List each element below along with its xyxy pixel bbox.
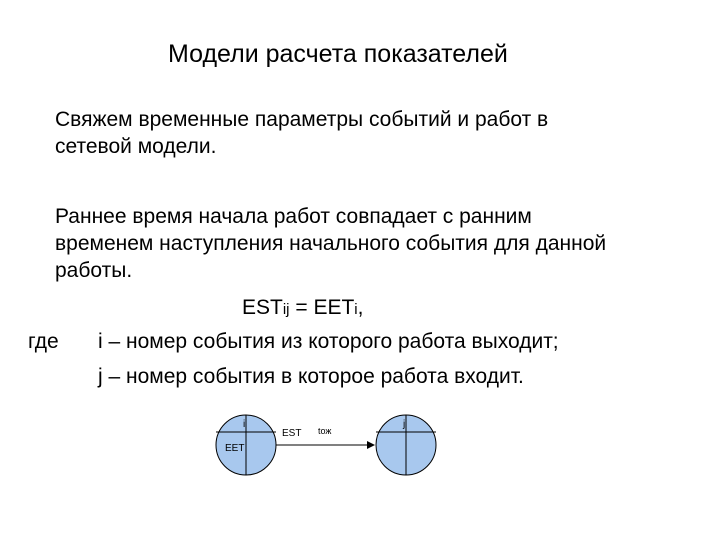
page-title: Модели расчета показателей	[168, 40, 508, 68]
formula-lhs: EST	[242, 296, 283, 319]
formula-equals: = EET	[289, 296, 355, 319]
definition-j: j – номер события в которое работа входит.	[98, 365, 524, 388]
formula-end: ,	[357, 296, 364, 319]
event-node-i-eet: EET	[225, 443, 245, 454]
event-node-i	[216, 415, 276, 475]
paragraph-1-line-2: сетевой модели.	[55, 135, 217, 158]
event-node-j-label: j	[403, 419, 406, 430]
event-node-j	[376, 415, 436, 475]
definition-i: i – номер события из которого работа выходит;	[98, 330, 559, 353]
arrow-label-t: tож	[318, 426, 332, 436]
formula-rhs-subscript: i	[354, 301, 358, 318]
paragraph-1-line-1: Свяжем временные параметры событий и работ в	[55, 108, 549, 131]
formula-lhs-subscript: ij	[282, 301, 290, 318]
paragraph-2-line-1: Раннее время начала работ совпадает с ранним	[55, 205, 532, 228]
event-node-i-label: i	[243, 419, 246, 430]
paragraph-2-line-3: работы.	[55, 259, 133, 282]
where-label: где	[28, 330, 59, 353]
arrow-label-est: EST	[282, 428, 302, 439]
paragraph-2-line-2: временем наступления начального события для данной	[55, 232, 607, 255]
